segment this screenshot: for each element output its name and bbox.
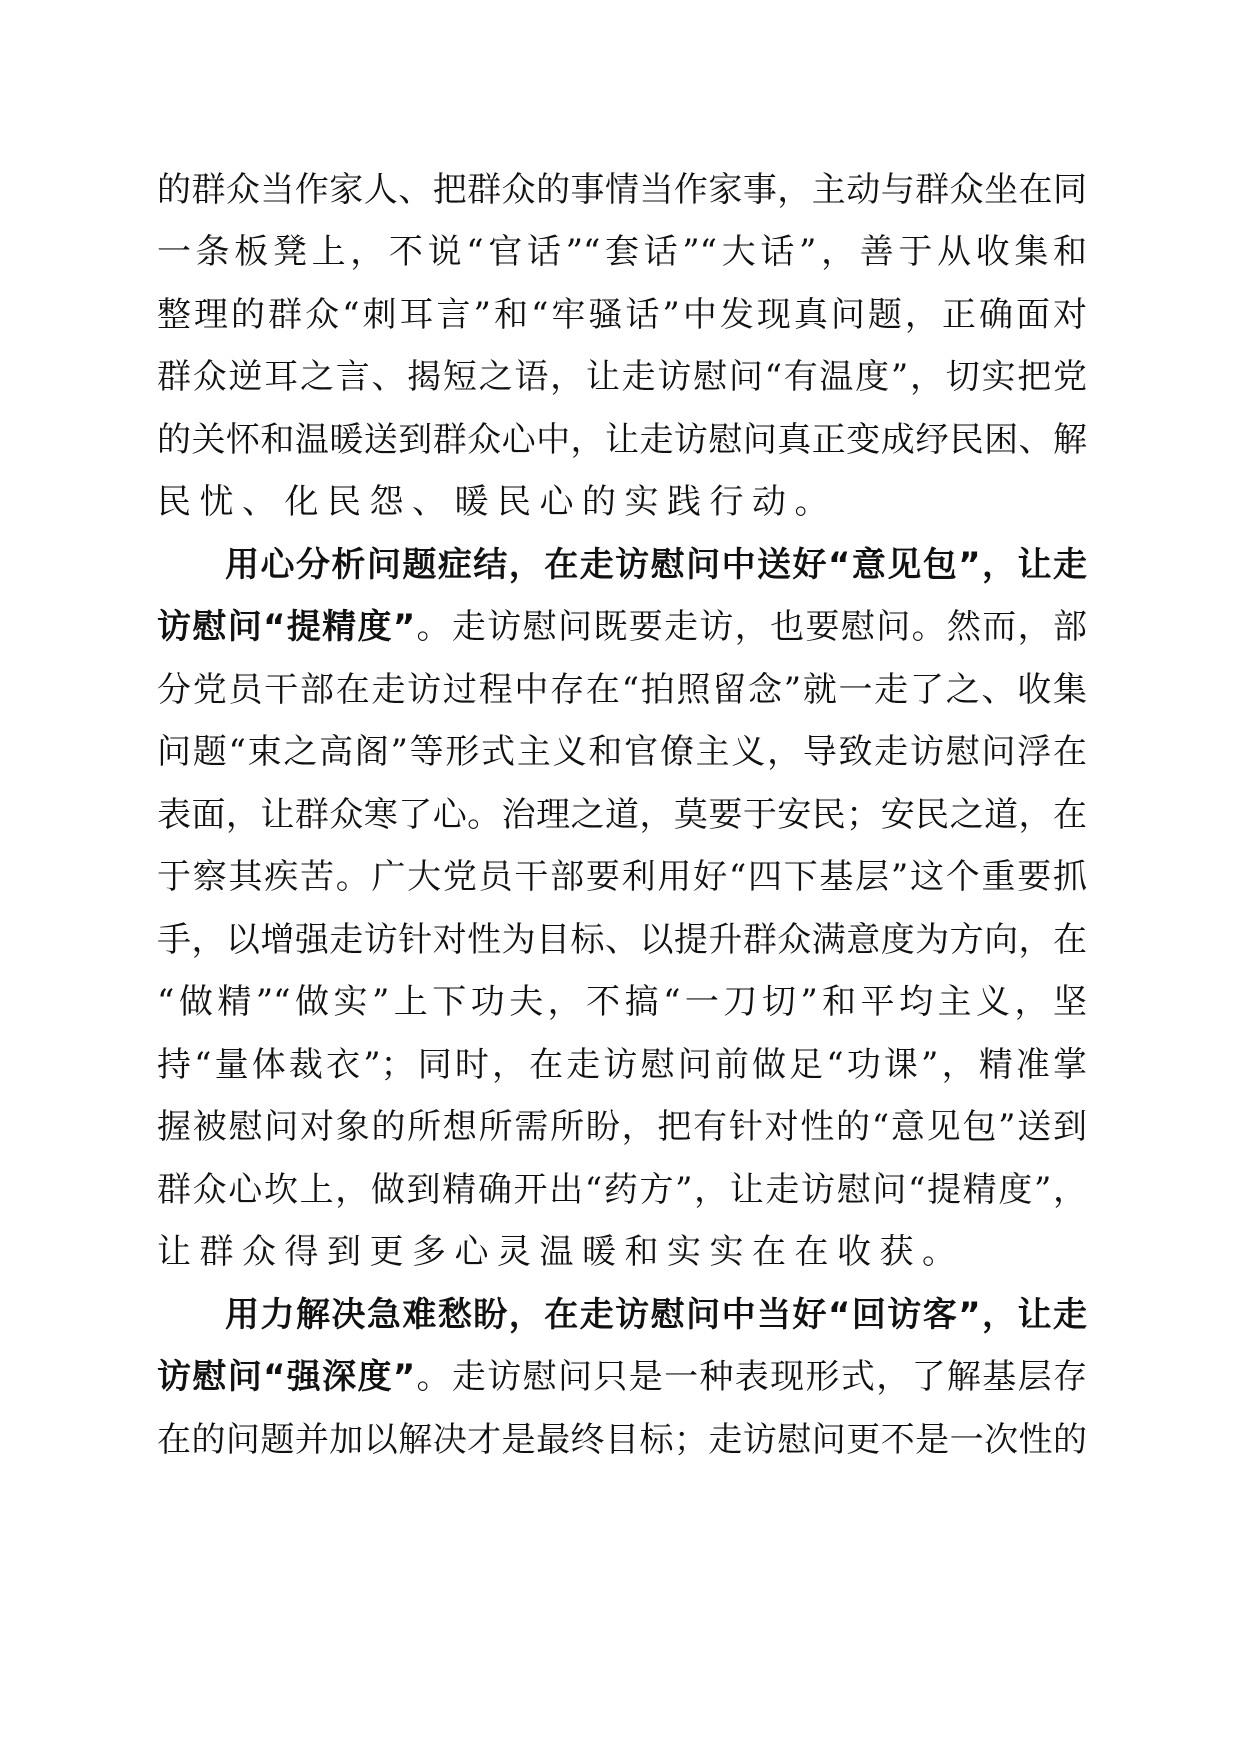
paragraph-line: 在的问题并加以解决才是最终目标；走访慰问更不是一次性的 — [157, 1420, 1087, 1460]
paragraph-line: 分党员干部在走访过程中存在“拍照留念”就一走了之、收集 — [157, 670, 1087, 710]
paragraph-line: 持“量体裁衣”；同时，在走访慰问前做足“功课”，精准掌 — [157, 1045, 1087, 1085]
paragraph-line: 一条板凳上，不说“官话”“套话”“大话”，善于从收集和 — [157, 232, 1087, 272]
paragraph-line: 的关怀和温暖送到群众心中，让走访慰问真正变成纾民困、解 — [157, 420, 1087, 460]
paragraph-line: “做精”“做实”上下功夫，不搞“一刀切”和平均主义，坚 — [157, 982, 1087, 1022]
paragraph-line: 整理的群众“刺耳言”和“牢骚话”中发现真问题，正确面对 — [157, 295, 1087, 335]
paragraph-line: 民忧、化民怨、暖民心的实践行动。 — [157, 482, 837, 522]
section-heading: 用心分析问题症结，在走访慰问中送好“意见包”，让走 — [225, 545, 1087, 585]
paragraph-line: 让群众得到更多心灵温暖和实实在在收获。 — [157, 1232, 965, 1272]
section-heading-end: 访慰问“强深度” — [157, 1357, 416, 1397]
section-heading-end: 访慰问“提精度” — [157, 607, 416, 647]
paragraph-line — [157, 602, 1087, 652]
paragraph-line: 握被慰问对象的所想所需所盼，把有针对性的“意见包”送到 — [157, 1107, 1087, 1147]
paragraph-line: 手，以增强走访针对性为目标、以提升群众满意度为方向，在 — [157, 920, 1087, 960]
paragraph-line: 于察其疾苦。广大党员干部要利用好“四下基层”这个重要抓 — [157, 857, 1087, 897]
paragraph-line: 问题“束之高阁”等形式主义和官僚主义，导致走访慰问浮在 — [157, 732, 1087, 772]
paragraph-line — [157, 1352, 1087, 1402]
section-heading: 用力解决急难愁盼，在走访慰问中当好“回访客”，让走 — [225, 1295, 1087, 1335]
paragraph-line: 表面，让群众寒了心。治理之道，莫要于安民；安民之道，在 — [157, 795, 1087, 835]
paragraph-line: 的群众当作家人、把群众的事情当作家事，主动与群众坐在同 — [157, 170, 1087, 210]
paragraph-line: 群众逆耳之言、揭短之语，让走访慰问“有温度”，切实把党 — [157, 357, 1087, 397]
document-page — [157, 0, 1087, 1754]
paragraph-text: 。走访慰问只是一种表现形式，了解基层存 — [415, 1357, 1087, 1397]
paragraph-line: 群众心坎上，做到精确开出“药方”，让走访慰问“提精度”， — [157, 1170, 1087, 1210]
paragraph-text: 。走访慰问既要走访，也要慰问。然而，部 — [415, 607, 1087, 647]
